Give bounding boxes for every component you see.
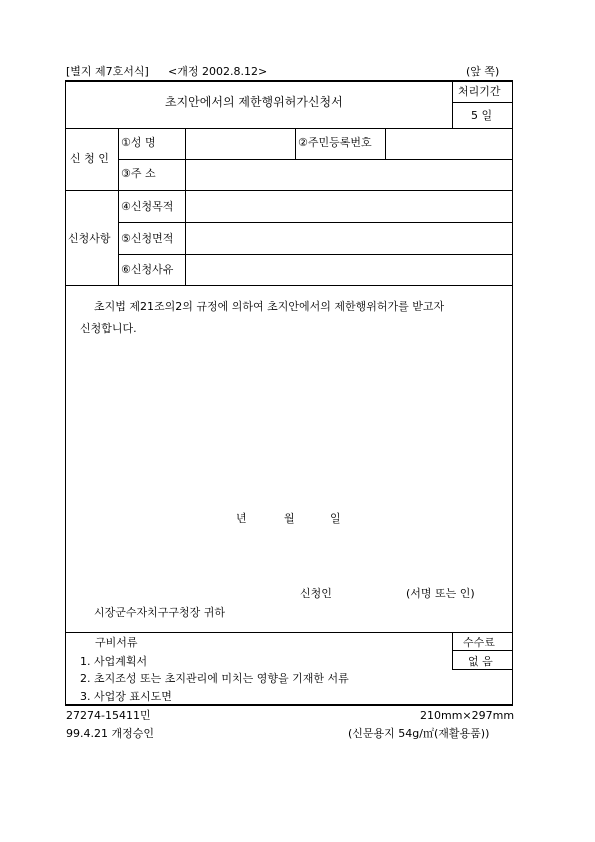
date-year: 년 [236, 512, 247, 525]
applicant-sign-label: 신청인 [300, 587, 332, 600]
row-line-1 [118, 159, 512, 160]
attachments-top-line [65, 632, 513, 633]
id-value-divider [385, 128, 386, 159]
attachment-item-1: 1. 사업계획서 [80, 655, 148, 668]
purpose-label: ④신청목적 [121, 200, 174, 213]
request-section-label: 신청사항 [68, 232, 111, 245]
applicant-bottom-line [65, 190, 513, 191]
row-line-3 [118, 254, 512, 255]
section-divider [118, 128, 119, 285]
date-month: 월 [284, 512, 295, 525]
signature-note: (서명 또는 인) [406, 587, 475, 600]
statement-line-1: 초지법 제21조의2의 규정에 의하여 초지안에서의 제한행위허가를 받고자 [94, 300, 445, 313]
approval-note: 99.4.21 개정승인 [66, 727, 154, 740]
form-code: 27274-15411민 [66, 709, 151, 722]
title-divider [452, 80, 453, 128]
form-number: [별지 제7호서식] [66, 65, 149, 78]
applicant-section-label: 신 청 인 [70, 152, 109, 165]
label-divider-2 [185, 190, 186, 285]
address-label: ③주 소 [121, 167, 156, 180]
attachment-item-3: 3. 사업장 표시도면 [80, 690, 172, 703]
attachment-item-2: 2. 초지조성 또는 초지관리에 미치는 영향을 기재한 서류 [80, 672, 349, 685]
revision-date: <개정 2002.8.12> [168, 65, 268, 78]
form-title: 초지안에서의 제한행위허가신청서 [165, 95, 343, 109]
area-label: ⑤신청면적 [121, 232, 174, 245]
fee-bottom-line [452, 669, 512, 670]
title-bottom-line [65, 128, 513, 129]
name-label: ①성 명 [121, 136, 156, 149]
fee-value: 없 음 [468, 655, 493, 668]
addressee: 시장군수자치구구청장 귀하 [94, 606, 226, 619]
name-id-divider [295, 128, 296, 159]
attachments-heading: 구비서류 [95, 636, 138, 649]
date-day: 일 [330, 512, 341, 525]
page-side: (앞 쪽) [466, 65, 500, 78]
reason-label: ⑥신청사유 [121, 263, 174, 276]
frame-top [65, 80, 513, 82]
paper-type: (신문용지 54g/㎡(재활용품)) [348, 727, 490, 740]
id-label: ②주민등록번호 [298, 136, 372, 149]
frame-bottom [65, 704, 513, 706]
fee-label: 수수료 [463, 636, 495, 649]
processing-period-label: 처리기간 [458, 85, 501, 98]
fee-mid-line [452, 650, 512, 651]
statement-line-2: 신청합니다. [80, 322, 137, 335]
paper-size: 210mm×297mm [420, 709, 515, 722]
row-line-2 [118, 222, 512, 223]
frame-right [512, 80, 513, 705]
frame-left [65, 80, 66, 705]
processing-divider [452, 102, 512, 103]
processing-period-value: 5 일 [471, 109, 493, 122]
request-bottom-line [65, 285, 513, 286]
